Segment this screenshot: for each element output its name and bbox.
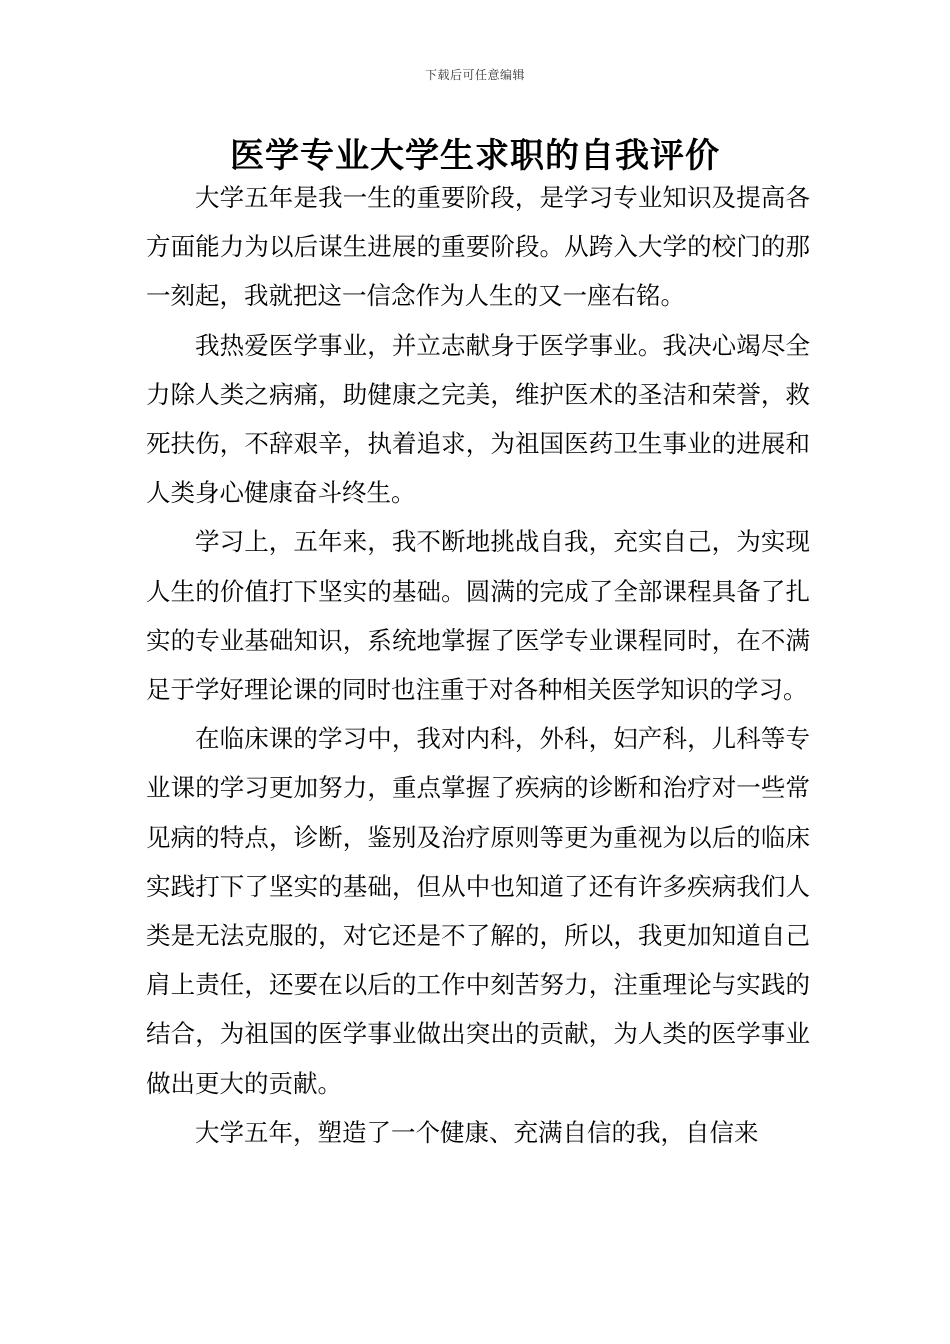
header-note: 下载后可任意编辑 (424, 68, 525, 82)
paragraph-5: 大学五年，塑造了一个健康、充满自信的我，自信来 (195, 1117, 759, 1147)
document-title: 医学专业大学生求职的自我评价 (230, 136, 720, 176)
paragraph-2: 我热爱医学事业，并立志献身于医学事业。我决心竭尽全力除人类之病痛，助健康之完美，维护医术的圣洁和荣誉，救死扶伤，不辞艰辛，执着追求，为祖国医药卫生事业的进展和人类身心健康奋斗终生。 (146, 330, 810, 508)
paragraph-4: 在临床课的学习中，我对内科，外科，妇产科，儿科等专业课的学习更加努力，重点掌握了疾病的诊断和治疗对一些常见病的特点，诊断，鉴别及治疗原则等更为重视为以后的临床实践打下了坚实的基础，但从中也知道了还有许多疾病我们人类是无法克服的，对它还是不了解的，所以，我更加知道自己肩上责任，还要在以后的工作中刻苦努力，注重理论与实践的结合，为祖国的医学事业做出突出的贡献，为人类的医学事业做出更大的贡献。 (146, 724, 810, 1098)
document-body (146, 173, 810, 1157)
paragraph-3: 学习上，五年来，我不断地挑战自我，充实自己，为实现人生的价值打下坚实的基础。圆满的完成了全部课程具备了扎实的专业基础知识，系统地掌握了医学专业课程同时，在不满足于学好理论课的同时也注重于对各种相关医学知识的学习。 (146, 527, 810, 705)
paragraph-1: 大学五年是我一生的重要阶段，是学习专业知识及提高各方面能力为以后谋生进展的重要阶段。从跨入大学的校门的那一刻起，我就把这一信念作为人生的又一座右铭。 (146, 183, 810, 311)
